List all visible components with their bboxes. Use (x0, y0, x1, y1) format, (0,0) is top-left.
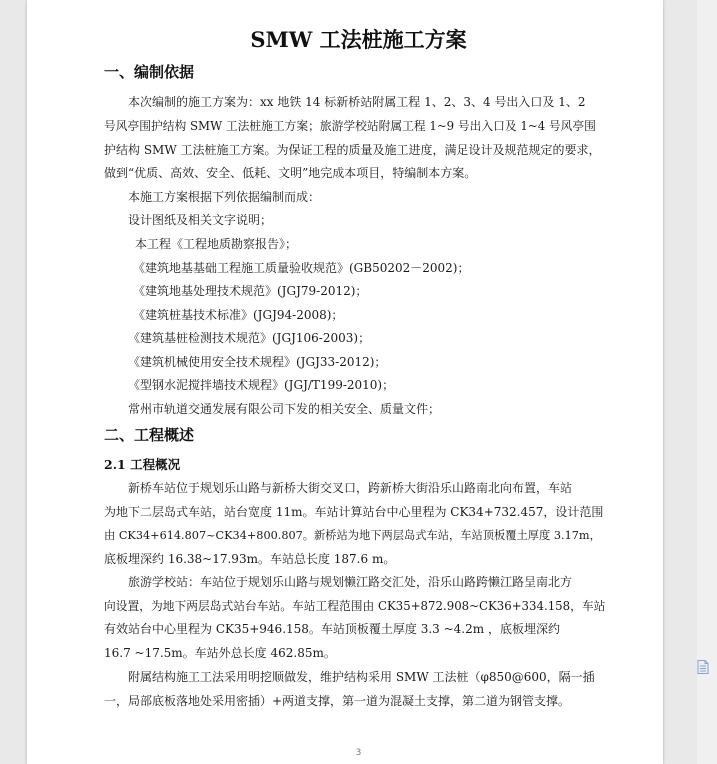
paragraph-line: 16.7 ~17.5m。车站外总长度 462.85m。 (104, 646, 336, 660)
paragraph-line: 做到“优质、高效、安全、低耗、文明”地完成本项目，特编制本方案。 (104, 166, 477, 180)
paragraph-line: 一，局部底板落地处采用密插）+两道支撑，第一道为混凝土支撑，第二道为钢管支撑。 (104, 694, 571, 708)
paragraph-line: 底板埋深约 16.38~17.93m。车站总长度 187.6 m。 (104, 552, 396, 566)
basis-item: 本工程《工程地质勘察报告》； (135, 237, 298, 251)
paragraph-line: 新桥车站位于规划乐山路与新桥大街交叉口，跨新桥大街沿乐山路南北向布置，车站 (128, 481, 573, 495)
scrollbar-track[interactable] (697, 0, 717, 764)
paragraph-line: 由 CK34+614.807~CK34+800.807。新桥站为地下两层岛式车站，车站顶板覆土厚度 3.17m， (104, 529, 601, 542)
basis-item: 《建筑地基基础工程施工质量验收规范》(GB50202－2002)； (133, 261, 470, 275)
subsection-heading: 2.1 工程概况 (104, 457, 181, 472)
paragraph-line: 旅游学校站：车站位于规划乐山路与规划懒江路交汇处，沿乐山路跨懒江路呈南北方 (128, 575, 573, 589)
paragraph-line: 向设置，为地下两层岛式站台车站。车站工程范围由 CK35+872.908~CK36+334.158，车站 (104, 599, 606, 613)
basis-item: 设计图纸及相关文字说明； (128, 213, 273, 227)
basis-intro: 本施工方案根据下列依据编制而成： (128, 190, 321, 204)
basis-item: 《建筑桩基技术标准》(JGJ94-2008)； (133, 308, 344, 322)
paragraph-line: 为地下二层岛式车站，站台宽度 11m。车站计算站台中心里程为 CK34+732.457，设计范围 (104, 505, 604, 519)
page-number: 3 (355, 748, 362, 758)
basis-item: 《建筑基桩检测技术规范》(JGJ106-2003)； (128, 331, 371, 345)
paragraph-line: 本次编制的施工方案为：xx 地铁 14 标新桥站附属工程 1、2、3、4 号出入口及 1、2 (128, 95, 586, 109)
paragraph-line: 号风亭围护结构 SMW 工法桩施工方案；旅游学校站附属工程 1~9 号出入口及 1~4 号风亭围 (104, 119, 596, 133)
paragraph-line: 附属结构施工工法采用明挖顺做发，维护结构采用 SMW 工法桩（φ850@600，隔一插 (128, 670, 595, 684)
paragraph-line: 护结构 SMW 工法桩施工方案。为保证工程的质量及施工进度，满足设计及规范规定的要求， (104, 143, 601, 157)
paragraph-line: 有效站台中心里程为 CK35+946.158。车站顶板覆土厚度 3.3 ~4.2m ，底板埋深约 (104, 622, 560, 636)
basis-item: 常州市轨道交通发展有限公司下发的相关安全、质量文件； (128, 402, 441, 416)
basis-item: 《型钢水泥搅拌墙技术规程》(JGJ/T199-2010)； (128, 378, 395, 392)
document-title: SMW 工法桩施工方案 (250, 27, 467, 52)
basis-item: 《建筑地基处理技术规范》(JGJ79-2012)； (133, 284, 368, 298)
section-heading-overview: 二、工程概述 (104, 426, 195, 444)
basis-item: 《建筑机械使用安全技术规程》(JGJ33-2012)； (128, 355, 387, 369)
document-icon[interactable] (697, 660, 709, 674)
section-heading-basis: 一、编制依据 (104, 63, 195, 81)
